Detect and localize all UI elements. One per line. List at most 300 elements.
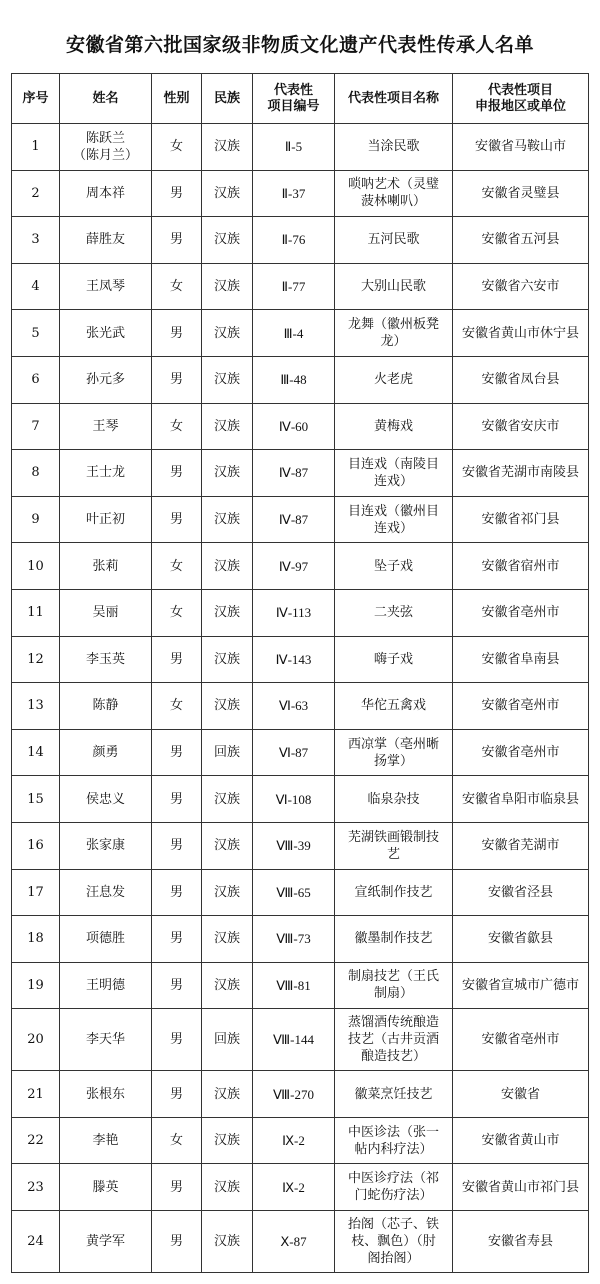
cell-code (253, 356, 335, 403)
cell-project (335, 1009, 453, 1071)
cell-region (453, 1071, 589, 1118)
cell-code (253, 916, 335, 963)
cell-name (60, 543, 152, 590)
cell-no (12, 776, 60, 823)
cell-code-line1: Ⅷ-73 (276, 931, 311, 947)
cell-name-line1: 孙元多 (85, 372, 125, 388)
cell-code (253, 217, 335, 264)
cell-region (453, 450, 589, 497)
cell-gender-line1: 男 (169, 791, 183, 807)
table-row (12, 450, 589, 497)
cell-region (453, 776, 589, 823)
cell-no (12, 543, 60, 590)
cell-code-line1: Ⅳ-113 (275, 605, 312, 621)
table-row (12, 170, 589, 217)
table-row (12, 543, 589, 590)
header-region-line2: 申报地区或单位 (474, 98, 566, 114)
cell-code (253, 310, 335, 357)
cell-project (335, 1164, 453, 1211)
cell-gender-line1: 男 (169, 1086, 183, 1102)
cell-name-line1: 王明德 (85, 977, 125, 993)
cell-project (335, 1117, 453, 1164)
cell-no (12, 1211, 60, 1273)
cell-code (253, 170, 335, 217)
cell-code-line1: Ⅱ-76 (281, 232, 306, 248)
cell-project-line2: 门蛇伤疗法） (354, 1188, 433, 1204)
cell-no-line1: 10 (27, 558, 44, 574)
cell-ethnicity (202, 1071, 253, 1118)
cell-name-line1: 汪息发 (85, 884, 125, 900)
cell-gender (152, 263, 202, 310)
cell-project-line1: 五河民歌 (367, 232, 420, 248)
cell-no-line1: 9 (31, 512, 40, 528)
cell-region (453, 310, 589, 357)
cell-name (60, 1117, 152, 1164)
cell-region-line1: 安徽省阜阳市临泉县 (461, 791, 579, 807)
table-row (12, 683, 589, 730)
cell-name (60, 263, 152, 310)
cell-code (253, 1009, 335, 1071)
cell-no-line1: 8 (31, 465, 40, 481)
cell-code-line1: Ⅵ-63 (278, 698, 309, 714)
cell-ethnicity (202, 543, 253, 590)
cell-gender (152, 543, 202, 590)
cell-no-line1: 13 (27, 698, 44, 714)
cell-ethnicity (202, 869, 253, 916)
cell-ethnicity-line1: 汉族 (213, 605, 240, 621)
cell-region (453, 589, 589, 636)
cell-code-line1: Ⅷ-270 (273, 1086, 314, 1102)
cell-ethnicity (202, 263, 253, 310)
header-gender: 性别 (152, 74, 202, 124)
cell-name-line1: 黄学军 (85, 1234, 125, 1250)
cell-no-line1: 20 (27, 1032, 44, 1048)
cell-code-line1: Ⅱ-37 (281, 185, 306, 201)
cell-project (335, 683, 453, 730)
cell-code-line1: Ⅱ-77 (281, 279, 306, 295)
cell-region (453, 1117, 589, 1164)
cell-gender-line1: 男 (169, 1179, 183, 1195)
cell-region-line1: 安徽省宣城市广德市 (461, 977, 579, 993)
cell-region-line1: 安徽省安庆市 (481, 418, 560, 434)
cell-code-line1: Ⅵ-108 (275, 791, 312, 807)
cell-project-line3: 阁抬阁） (367, 1251, 420, 1267)
header-name: 姓名 (60, 74, 152, 124)
cell-region-line1: 安徽省五河县 (481, 232, 560, 248)
cell-region (453, 170, 589, 217)
cell-code (253, 403, 335, 450)
cell-gender-line1: 男 (169, 931, 183, 947)
cell-project (335, 1211, 453, 1273)
cell-ethnicity (202, 962, 253, 1009)
cell-name-line1: 项德胜 (85, 931, 125, 947)
cell-name-line1: 王凤琴 (85, 279, 125, 295)
cell-gender-line1: 女 (169, 279, 183, 295)
cell-region (453, 496, 589, 543)
table-row (12, 310, 589, 357)
cell-name (60, 1009, 152, 1071)
cell-no-line1: 16 (27, 838, 44, 854)
table-row (12, 916, 589, 963)
cell-project (335, 776, 453, 823)
cell-project (335, 916, 453, 963)
cell-ethnicity-line1: 汉族 (213, 1086, 240, 1102)
cell-project-line1: 黄梅戏 (373, 418, 413, 434)
cell-region-line1: 安徽省祁门县 (481, 512, 560, 528)
cell-region-line1: 安徽省六安市 (481, 279, 560, 295)
cell-gender (152, 1009, 202, 1071)
cell-name (60, 822, 152, 869)
cell-project-line2: 制扇） (373, 986, 413, 1002)
cell-project-line2: 连戏） (373, 520, 413, 536)
cell-ethnicity-line1: 回族 (213, 1032, 240, 1048)
cell-ethnicity (202, 636, 253, 683)
cell-ethnicity-line1: 汉族 (213, 232, 240, 248)
cell-no-line1: 17 (27, 884, 44, 900)
cell-ethnicity (202, 450, 253, 497)
cell-no-line1: 22 (27, 1133, 44, 1149)
header-region (453, 74, 589, 124)
cell-name (60, 776, 152, 823)
cell-gender (152, 822, 202, 869)
cell-code (253, 543, 335, 590)
cell-region-line1: 安徽省阜南县 (481, 651, 560, 667)
cell-no-line1: 23 (27, 1179, 44, 1195)
cell-project-line1: 中医诊法（张一 (347, 1124, 439, 1140)
cell-code (253, 1117, 335, 1164)
cell-region-line1: 安徽省亳州市 (481, 605, 560, 621)
cell-project-line3: 酿造技艺） (360, 1049, 426, 1065)
cell-gender (152, 636, 202, 683)
cell-gender-line1: 男 (169, 185, 183, 201)
cell-code (253, 263, 335, 310)
cell-region (453, 543, 589, 590)
cell-region (453, 1211, 589, 1273)
cell-region (453, 403, 589, 450)
cell-code (253, 450, 335, 497)
cell-name-line1: 周本祥 (85, 185, 125, 201)
cell-ethnicity (202, 170, 253, 217)
cell-gender (152, 962, 202, 1009)
cell-code (253, 636, 335, 683)
cell-region (453, 263, 589, 310)
cell-project-line1: 蒸馏酒传统酿造 (347, 1015, 439, 1031)
cell-gender-line1: 女 (169, 139, 183, 155)
table-row (12, 869, 589, 916)
cell-region (453, 217, 589, 264)
cell-name-line1: 张根东 (85, 1086, 125, 1102)
cell-code-line1: Ⅸ-2 (282, 1179, 305, 1195)
cell-gender (152, 310, 202, 357)
cell-no (12, 356, 60, 403)
cell-code-line1: Ⅳ-60 (278, 418, 309, 434)
cell-ethnicity (202, 916, 253, 963)
cell-project-line1: 徽菜烹饪技艺 (354, 1086, 433, 1102)
cell-name-line1: 侯忠义 (85, 791, 125, 807)
cell-ethnicity (202, 1117, 253, 1164)
cell-project-line1: 唢呐艺术（灵璧 (347, 177, 439, 193)
cell-no (12, 1117, 60, 1164)
cell-ethnicity-line1: 汉族 (213, 698, 240, 714)
cell-code (253, 729, 335, 776)
cell-name (60, 217, 152, 264)
cell-region-line1: 安徽省芜湖市 (481, 838, 560, 854)
cell-project-line1: 大别山民歌 (360, 279, 426, 295)
cell-code-line1: Ⅲ-4 (283, 325, 304, 341)
cell-project (335, 263, 453, 310)
table-row (12, 776, 589, 823)
cell-name (60, 356, 152, 403)
cell-gender (152, 729, 202, 776)
cell-ethnicity-line1: 汉族 (213, 465, 240, 481)
cell-project-line2: 技艺（古井贡酒 (347, 1032, 439, 1048)
cell-gender-line1: 男 (169, 838, 183, 854)
cell-no-line1: 15 (27, 791, 44, 807)
table-body (12, 124, 589, 1273)
cell-name-line1: 颜勇 (92, 745, 119, 761)
cell-name (60, 589, 152, 636)
cell-name (60, 124, 152, 171)
cell-no-line1: 19 (27, 977, 44, 993)
cell-project (335, 170, 453, 217)
cell-no (12, 310, 60, 357)
cell-gender-line1: 男 (169, 465, 183, 481)
cell-region-line1: 安徽省 (500, 1086, 540, 1102)
cell-region-line1: 安徽省灵璧县 (481, 185, 560, 201)
cell-project (335, 729, 453, 776)
cell-code-line1: Ⅳ-87 (278, 512, 309, 528)
table-row (12, 1211, 589, 1273)
cell-no (12, 450, 60, 497)
cell-ethnicity (202, 403, 253, 450)
cell-gender-line1: 男 (169, 745, 183, 761)
cell-project-line1: 目连戏（徽州目 (347, 503, 439, 519)
table-row (12, 403, 589, 450)
cell-gender-line1: 女 (169, 1133, 183, 1149)
cell-region-line1: 安徽省黄山市休宁县 (461, 325, 579, 341)
cell-gender (152, 170, 202, 217)
cell-no (12, 496, 60, 543)
cell-region (453, 869, 589, 916)
document-title: 安徽省第六批国家级非物质文化遗产代表性传承人名单 (65, 34, 534, 56)
cell-name-line1: 薛胜友 (85, 232, 125, 248)
cell-region-line1: 安徽省亳州市 (481, 745, 560, 761)
table-row (12, 1164, 589, 1211)
cell-project (335, 450, 453, 497)
cell-gender-line1: 女 (169, 558, 183, 574)
cell-name (60, 310, 152, 357)
cell-project-line1: 制扇技艺（王氏 (347, 969, 439, 985)
header-ethnicity: 民族 (202, 74, 253, 124)
cell-gender (152, 1164, 202, 1211)
cell-name-line2: （陈月兰） (72, 147, 138, 163)
cell-ethnicity (202, 1211, 253, 1273)
cell-ethnicity-line1: 汉族 (213, 1234, 240, 1250)
cell-ethnicity-line1: 汉族 (213, 931, 240, 947)
cell-code (253, 962, 335, 1009)
cell-gender (152, 217, 202, 264)
cell-ethnicity-line1: 汉族 (213, 1133, 240, 1149)
cell-gender (152, 356, 202, 403)
cell-code-line1: Ⅳ-143 (275, 651, 312, 667)
cell-gender-line1: 男 (169, 325, 183, 341)
cell-project-line1: 目连戏（南陵目 (347, 456, 439, 472)
cell-ethnicity-line1: 汉族 (213, 372, 240, 388)
cell-gender-line1: 女 (169, 698, 183, 714)
cell-ethnicity-line1: 汉族 (213, 651, 240, 667)
cell-gender-line1: 男 (169, 512, 183, 528)
header-no: 序号 (12, 74, 60, 124)
cell-no-line1: 18 (27, 931, 44, 947)
cell-project-line2: 菠林喇叭） (360, 194, 426, 210)
cell-gender-line1: 男 (169, 977, 183, 993)
cell-project-line1: 徽墨制作技艺 (354, 931, 433, 947)
cell-project-line1: 抬阁（芯子、铁 (347, 1217, 439, 1233)
cell-gender (152, 776, 202, 823)
cell-gender (152, 1211, 202, 1273)
cell-name (60, 1211, 152, 1273)
cell-no (12, 124, 60, 171)
cell-project-line1: 临泉杂技 (367, 791, 420, 807)
cell-gender-line1: 男 (169, 1234, 183, 1250)
cell-no-line1: 14 (27, 745, 44, 761)
cell-code-line1: Ⅵ-87 (278, 745, 309, 761)
cell-ethnicity-line1: 汉族 (213, 558, 240, 574)
cell-name (60, 1164, 152, 1211)
cell-gender (152, 589, 202, 636)
cell-ethnicity (202, 356, 253, 403)
cell-ethnicity-line1: 汉族 (213, 838, 240, 854)
cell-project (335, 543, 453, 590)
cell-code-line1: Ⅸ-2 (282, 1133, 305, 1149)
cell-region-line1: 安徽省马鞍山市 (474, 139, 566, 155)
cell-project-line2: 扬掌） (373, 753, 413, 769)
cell-region-line1: 安徽省寿县 (487, 1234, 553, 1250)
cell-no (12, 1009, 60, 1071)
table-row (12, 729, 589, 776)
cell-project (335, 636, 453, 683)
cell-project-line2: 艺 (386, 846, 400, 862)
cell-name-line1: 陈静 (92, 698, 119, 714)
cell-code-line1: Ⅷ-81 (276, 977, 311, 993)
cell-ethnicity-line1: 汉族 (213, 1179, 240, 1195)
cell-ethnicity-line1: 汉族 (213, 512, 240, 528)
cell-name (60, 1071, 152, 1118)
cell-name-line1: 张家康 (85, 838, 125, 854)
cell-region (453, 916, 589, 963)
inheritor-table (11, 73, 589, 1273)
cell-gender (152, 450, 202, 497)
cell-name-line1: 叶正初 (85, 512, 125, 528)
cell-no (12, 170, 60, 217)
cell-no (12, 217, 60, 264)
cell-name-line1: 张莉 (92, 558, 119, 574)
cell-name (60, 450, 152, 497)
header-region-line1: 代表性项目 (487, 82, 553, 98)
cell-ethnicity-line1: 汉族 (213, 418, 240, 434)
cell-name-line1: 张光武 (85, 325, 125, 341)
cell-gender-line1: 男 (169, 651, 183, 667)
cell-no (12, 683, 60, 730)
cell-ethnicity (202, 776, 253, 823)
cell-ethnicity-line1: 汉族 (213, 325, 240, 341)
table-row (12, 124, 589, 171)
cell-gender (152, 496, 202, 543)
cell-project-line1: 二夹弦 (373, 605, 413, 621)
cell-code (253, 124, 335, 171)
cell-no (12, 589, 60, 636)
cell-project-line1: 中医诊疗法（祁 (347, 1171, 439, 1187)
cell-name (60, 403, 152, 450)
cell-project-line1: 华佗五禽戏 (360, 698, 426, 714)
cell-region (453, 683, 589, 730)
cell-project (335, 1071, 453, 1118)
cell-code (253, 822, 335, 869)
cell-project (335, 124, 453, 171)
cell-region-line1: 安徽省芜湖市南陵县 (461, 465, 579, 481)
cell-region-line1: 安徽省黄山市 (481, 1133, 560, 1149)
cell-region-line1: 安徽省歙县 (487, 931, 553, 947)
cell-gender (152, 1117, 202, 1164)
cell-project-line1: 当涂民歌 (367, 139, 420, 155)
cell-gender-line1: 男 (169, 232, 183, 248)
cell-project (335, 496, 453, 543)
cell-project-line1: 宣纸制作技艺 (354, 884, 433, 900)
cell-ethnicity-line1: 回族 (213, 745, 240, 761)
cell-code (253, 776, 335, 823)
cell-project (335, 217, 453, 264)
cell-project-line1: 龙舞（徽州板凳 (347, 317, 439, 333)
cell-code-line1: Ⅷ-39 (276, 838, 311, 854)
cell-no (12, 962, 60, 1009)
cell-ethnicity (202, 589, 253, 636)
cell-project (335, 310, 453, 357)
cell-region-line1: 安徽省亳州市 (481, 1032, 560, 1048)
cell-ethnicity-line1: 汉族 (213, 791, 240, 807)
cell-no (12, 729, 60, 776)
cell-code (253, 1071, 335, 1118)
cell-gender-line1: 男 (169, 1032, 183, 1048)
cell-name-line1: 陈跃兰 (85, 130, 125, 146)
cell-code-line1: Ⅱ-5 (284, 139, 303, 155)
cell-name-line1: 王琴 (92, 418, 119, 434)
cell-name (60, 170, 152, 217)
cell-no (12, 1164, 60, 1211)
cell-no-line1: 5 (31, 325, 40, 341)
table-row (12, 1117, 589, 1164)
cell-no-line1: 11 (27, 605, 44, 621)
table-header-row (12, 74, 589, 124)
table-row (12, 822, 589, 869)
cell-ethnicity (202, 496, 253, 543)
cell-ethnicity (202, 310, 253, 357)
cell-ethnicity-line1: 汉族 (213, 185, 240, 201)
cell-gender (152, 869, 202, 916)
cell-no-line1: 2 (31, 185, 40, 201)
cell-no-line1: 6 (31, 372, 40, 388)
cell-gender-line1: 男 (169, 372, 183, 388)
cell-project (335, 822, 453, 869)
cell-project-line2: 帖内科疗法） (354, 1141, 433, 1157)
cell-region (453, 124, 589, 171)
cell-region (453, 729, 589, 776)
table-row (12, 496, 589, 543)
cell-gender-line1: 男 (169, 884, 183, 900)
table-row (12, 636, 589, 683)
cell-name-line1: 李天华 (85, 1032, 125, 1048)
cell-gender (152, 124, 202, 171)
cell-gender (152, 916, 202, 963)
